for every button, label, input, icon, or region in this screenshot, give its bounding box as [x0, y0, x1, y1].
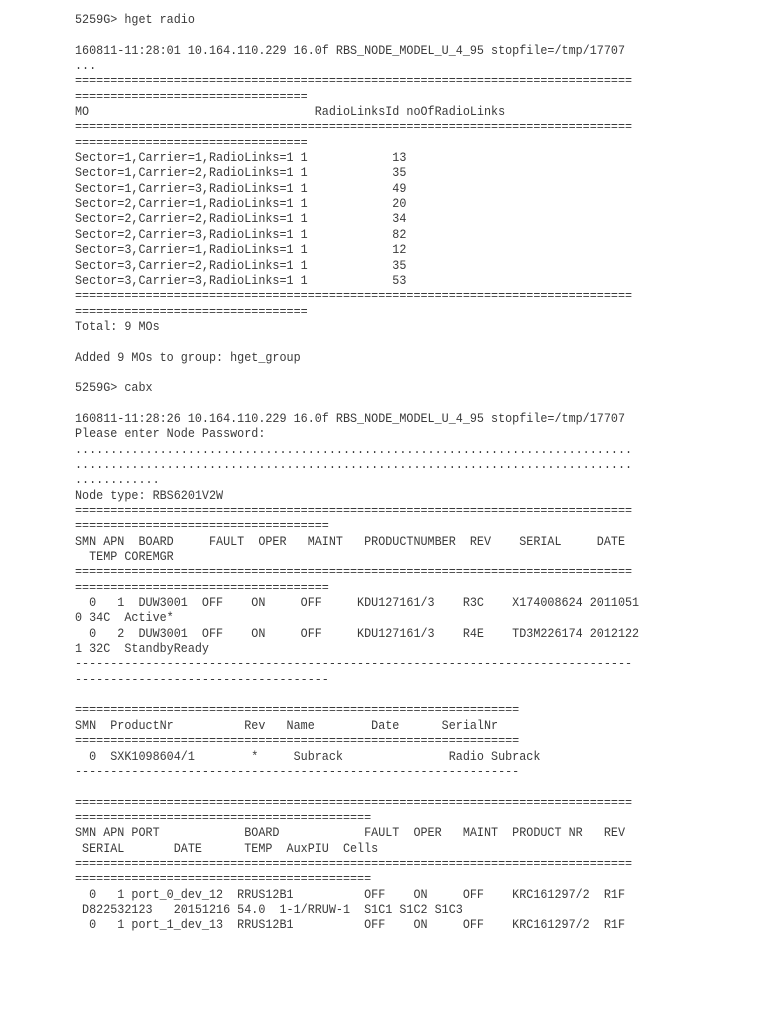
table-header-subrack: SMN ProductNr Rev Name Date SerialNr — [75, 718, 499, 733]
radiolinks-row: Sector=1,Carrier=2,RadioLinks=1 1 35 — [75, 166, 407, 181]
radiolinks-row: Sector=3,Carrier=3,RadioLinks=1 1 53 — [75, 273, 407, 288]
table-header-board-cont: TEMP COREMGR — [75, 550, 174, 565]
separator-line: ========================================== — [75, 810, 372, 825]
progress-dots: ............ — [75, 473, 160, 488]
table-header-port: SMN APN PORT BOARD FAULT OPER MAINT PRODUCT NR REV — [75, 826, 626, 841]
blank-line — [75, 335, 639, 350]
board-row: 0 1 DUW3001 OFF ON OFF KDU127161/3 R3C X174008624 2011051 — [75, 596, 640, 611]
separator-line: ==================================== — [75, 519, 329, 534]
total-line: Total: 9 MOs — [75, 319, 160, 334]
separator-line: =============================================================================== — [75, 856, 633, 871]
separator-line: =============================================================================== — [75, 74, 633, 89]
password-prompt: Please enter Node Password: — [75, 427, 266, 442]
separator-line: ================================= — [75, 135, 308, 150]
blank-line — [75, 366, 639, 381]
separator-line: =============================================================================== — [75, 289, 633, 304]
dash-separator-line: --------------------------------------------------------------- — [75, 764, 520, 779]
separator-line: =============================================================================== — [75, 504, 633, 518]
progress-dots: ............................................................................... — [75, 442, 633, 457]
port-row: 0 1 port_0_dev_12 RRUS12B1 OFF ON OFF KRC161297/2 R1F — [75, 887, 626, 902]
separator-line: ==================================== — [75, 580, 329, 595]
blank-line — [75, 688, 639, 703]
table-header-board: SMN APN BOARD FAULT OPER MAINT PRODUCTNUMBER REV SERIAL DATE — [75, 534, 626, 549]
board-row-cont: 0 34C Active* — [75, 611, 174, 626]
radiolinks-row: Sector=2,Carrier=2,RadioLinks=1 1 34 — [75, 212, 407, 227]
command-line-hget: 5259G> hget radio — [75, 13, 195, 27]
table-header-port-cont: SERIAL DATE TEMP AuxPIU Cells — [75, 841, 379, 856]
blank-line — [75, 780, 639, 795]
separator-line: =============================================================================== — [75, 120, 633, 135]
radiolinks-row: Sector=3,Carrier=2,RadioLinks=1 1 35 — [75, 258, 407, 273]
command-line-cabx: 5259G> cabx — [75, 381, 153, 396]
radiolinks-row: Sector=3,Carrier=1,RadioLinks=1 1 12 — [75, 243, 407, 258]
table-header-mo: MO RadioLinksId noOfRadioLinks — [75, 105, 506, 120]
radiolinks-row: Sector=2,Carrier=3,RadioLinks=1 1 82 — [75, 227, 407, 242]
port-row: 0 1 port_1_dev_13 RRUS12B1 OFF ON OFF KRC161297/2 R1F — [75, 918, 626, 933]
radiolinks-row: Sector=2,Carrier=1,RadioLinks=1 1 20 — [75, 197, 407, 212]
node-type-line: Node type: RBS6201V2W — [75, 488, 224, 503]
dash-separator-line: ------------------------------------------------------------------------------- — [75, 657, 633, 672]
subrack-row: 0 SXK1098604/1 * Subrack Radio Subrack — [75, 749, 541, 764]
port-row-cont: D822532123 20151216 54.0 1-1/RRUW-1 S1C1 S1C2 S1C3 — [75, 902, 463, 917]
blank-line — [75, 28, 639, 43]
terminal-output — [75, 13, 675, 934]
board-row-cont: 1 32C StandbyReady — [75, 642, 209, 657]
separator-line: =============================================================== — [75, 703, 520, 718]
dash-separator-line: ------------------------------------ — [75, 672, 329, 687]
session-header-line: 160811-11:28:01 10.164.110.229 16.0f RBS_NODE_MODEL_U_4_95 stopfile=/tmp/17707 — [75, 43, 626, 58]
session-header-line: 160811-11:28:26 10.164.110.229 16.0f RBS_NODE_MODEL_U_4_95 stopfile=/tmp/17707 — [75, 411, 626, 426]
separator-line: ================================= — [75, 89, 308, 104]
ellipsis-line: ... — [75, 59, 97, 74]
group-added-line: Added 9 MOs to group: hget_group — [75, 350, 301, 365]
radiolinks-row: Sector=1,Carrier=1,RadioLinks=1 1 13 — [75, 151, 407, 166]
progress-dots: ............................................................................... — [75, 457, 633, 472]
blank-line — [75, 397, 639, 412]
board-row: 0 2 DUW3001 OFF ON OFF KDU127161/3 R4E TD3M226174 2012122 — [75, 626, 640, 641]
separator-line: =============================================================================== — [75, 795, 633, 810]
separator-line: =============================================================================== — [75, 565, 633, 580]
separator-line: =============================================================== — [75, 734, 520, 749]
separator-line: ========================================== — [75, 872, 372, 887]
separator-line: ================================= — [75, 304, 308, 319]
radiolinks-row: Sector=1,Carrier=3,RadioLinks=1 1 49 — [75, 181, 407, 196]
